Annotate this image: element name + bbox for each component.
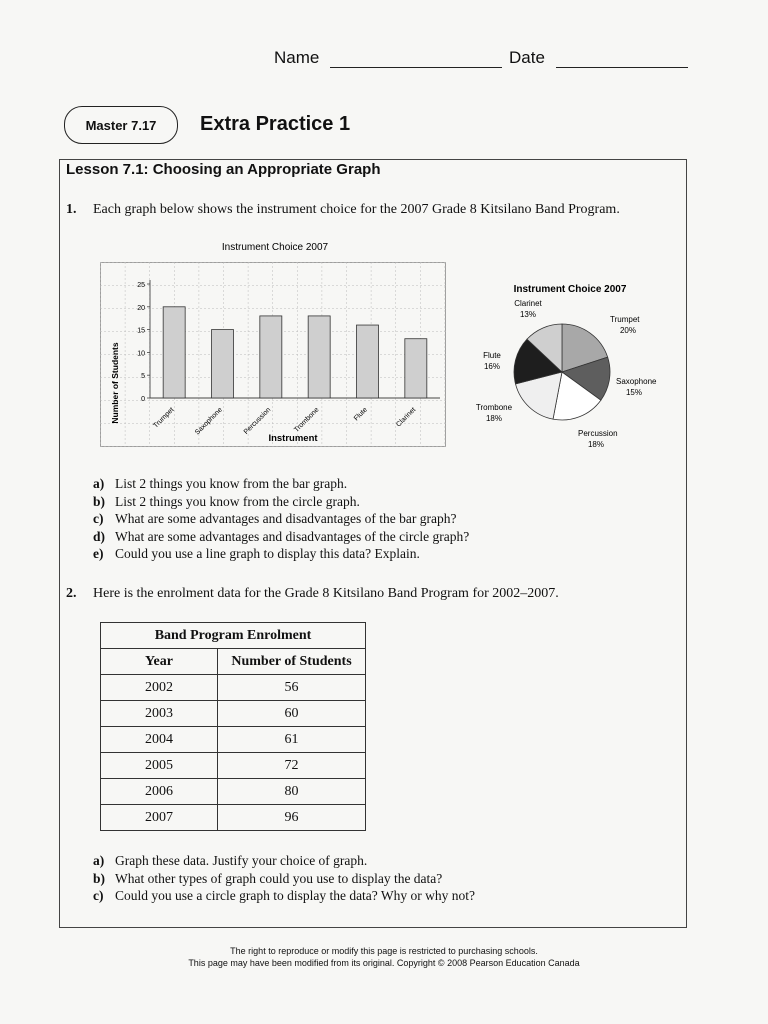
subquestion-letter: c): [93, 888, 104, 903]
bar-chart-ylabel: Number of Students: [110, 342, 120, 424]
lesson-heading: Lesson 7.1: Choosing an Appropriate Graph: [66, 161, 381, 178]
table-cell-students: 80: [218, 779, 366, 805]
pie-slice-label: Clarinet: [514, 299, 542, 308]
pie-slice-label: Flute: [483, 351, 501, 360]
pie-chart: [470, 278, 680, 458]
pie-slice-label: Saxophone: [616, 377, 657, 386]
y-tick-label: 15: [137, 327, 145, 335]
subquestion-text: Could you use a line graph to display this data? Explain.: [115, 546, 420, 561]
pie-slice-label: Trombone: [475, 403, 513, 412]
question-number: 2.: [66, 586, 77, 601]
subquestion-letter: b): [93, 493, 106, 509]
table-cell-students: 56: [218, 675, 366, 701]
subquestion-text: What other types of graph could you use to display the data?: [115, 870, 443, 886]
table-cell-year: 2007: [101, 805, 218, 831]
table-cell-year: 2002: [101, 675, 218, 701]
pie-slice-percent: 20%: [619, 326, 637, 335]
footer: [0, 945, 768, 969]
enrolment-table: [100, 622, 366, 831]
y-tick-label: 0: [141, 396, 145, 403]
table-cell-students: 96: [218, 805, 366, 831]
table-cell-students: 61: [218, 727, 366, 753]
table-header-students: Number of Students: [218, 649, 366, 675]
subquestion: [93, 887, 475, 905]
table-cell-students: 72: [218, 753, 366, 779]
date-blank: [556, 49, 688, 68]
subquestion: [93, 493, 469, 511]
date-field: [509, 48, 688, 68]
pie-slice-percent: 18%: [485, 414, 503, 423]
pie-slice-percent: 16%: [483, 362, 501, 371]
y-tick-label: 5: [141, 373, 145, 381]
name-blank: [330, 49, 502, 68]
subquestion-text: What are some advantages and disadvantages of the circle graph?: [115, 528, 470, 544]
subquestion-letter: a): [93, 853, 105, 868]
subquestion: [93, 475, 469, 493]
name-label: Name: [274, 48, 320, 67]
subquestion-text: What are some advantages and disadvantages of the bar graph?: [115, 511, 457, 526]
table-cell-students: 60: [218, 701, 366, 727]
pie-slice-label: Percussion: [578, 429, 618, 438]
subquestion: [93, 545, 469, 563]
bar: [308, 316, 330, 398]
table-cell-year: 2006: [101, 779, 218, 805]
subquestion-letter: a): [93, 476, 105, 491]
question-text: Each graph below shows the instrument choice for the 2007 Grade 8 Kitsilano Band Program.: [93, 202, 620, 217]
y-tick-label: 25: [137, 282, 145, 289]
bar: [260, 316, 282, 398]
question-text: Here is the enrolment data for the Grade 8 Kitsilano Band Program for 2002–2007.: [93, 586, 559, 601]
bar: [405, 339, 427, 398]
subquestion-text: List 2 things you know from the circle graph.: [115, 493, 360, 509]
subquestion-letter: d): [93, 528, 106, 544]
subquestion-letter: b): [93, 870, 106, 886]
table-row: [101, 753, 366, 779]
subquestion: [93, 510, 469, 528]
pie-slice-percent: 15%: [625, 388, 643, 397]
table-row: [101, 727, 366, 753]
subquestion-text: List 2 things you know from the bar graph.: [115, 476, 348, 491]
x-tick-label: Percussion: [242, 406, 273, 436]
table-cell-year: 2004: [101, 727, 218, 753]
pie-slice-percent: 18%: [587, 440, 605, 449]
x-tick-label: Saxophone: [193, 406, 224, 437]
x-tick-label: Clarinet: [395, 406, 418, 429]
name-field: [274, 48, 502, 68]
q1-subquestions: [93, 475, 469, 563]
subquestion-text: Graph these data. Justify your choice of graph.: [115, 853, 368, 868]
footer-line-2: This page may have been modified from its original. Copyright © 2008 Pearson Education Canada: [188, 958, 580, 968]
bar: [212, 330, 234, 398]
table-row: [101, 805, 366, 831]
date-label: Date: [509, 48, 545, 67]
table-title: Band Program Enrolment: [101, 623, 366, 649]
page-title: Extra Practice 1: [200, 113, 351, 135]
subquestion-text: Could you use a circle graph to display the data? Why or why not?: [115, 888, 476, 903]
table-cell-year: 2003: [101, 701, 218, 727]
table-row: [101, 701, 366, 727]
bar: [163, 307, 185, 398]
bar: [357, 325, 379, 398]
x-tick-label: Trombone: [293, 406, 321, 434]
table-row: [101, 779, 366, 805]
pie-slice-label: Trumpet: [610, 315, 640, 324]
bar-chart-xlabel: Instrument: [268, 433, 318, 444]
subquestion-letter: e): [93, 546, 104, 561]
subquestion: [93, 528, 469, 546]
bar-chart-title: Instrument Choice 2007: [221, 242, 329, 253]
x-tick-label: Flute: [352, 406, 369, 423]
table-row: [101, 675, 366, 701]
subquestion: [93, 870, 475, 888]
y-tick-label: 20: [137, 304, 145, 312]
y-tick-label: 10: [137, 350, 145, 358]
pie-slice-percent: 13%: [519, 310, 537, 319]
bar-chart: [100, 236, 446, 448]
subquestion-letter: c): [93, 511, 104, 526]
subquestion: [93, 852, 475, 870]
table-cell-year: 2005: [101, 753, 218, 779]
master-badge: Master 7.17: [64, 106, 178, 144]
pie-chart-title: Instrument Choice 2007: [513, 284, 627, 295]
q2-subquestions: [93, 852, 475, 905]
x-tick-label: Trumpet: [152, 406, 176, 430]
question-number: 1.: [66, 202, 77, 217]
table-header-year: Year: [101, 649, 218, 675]
footer-line-1: The right to reproduce or modify this page is restricted to purchasing schools.: [230, 946, 538, 956]
